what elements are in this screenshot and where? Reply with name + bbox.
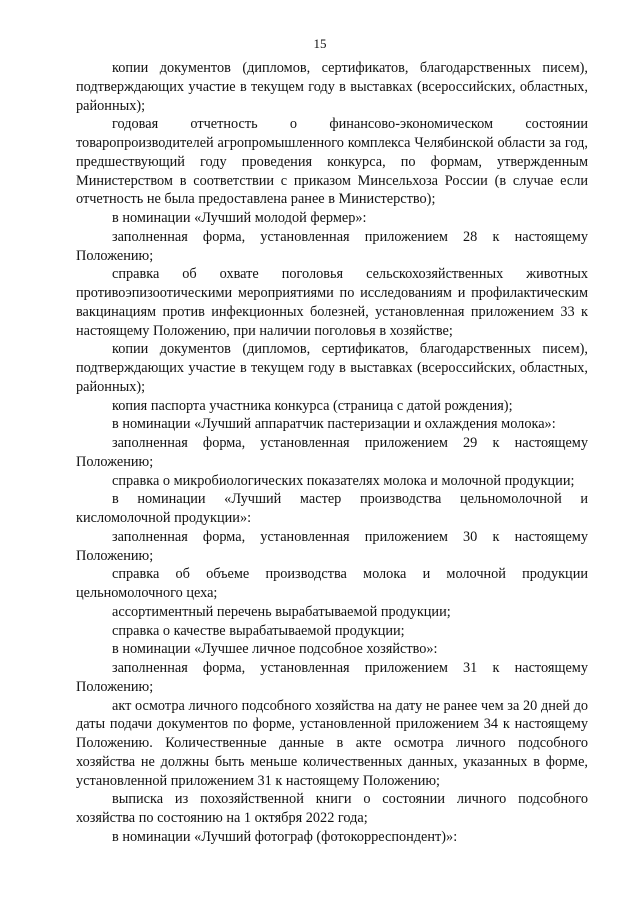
paragraph: акт осмотра личного подсобного хозяйства на дату не ранее чем за 20 дней до даты подачи документов по форме, установленной приложением 34 к настоящему Положению. Количественные данные в акте осмотра личного подсобного хозяйства не должны быть меньше количественных данных, указанных в форме, установленной приложением 31 к настоящему Положению;	[76, 697, 588, 789]
paragraph: выписка из похозяйственной книги о состоянии личного подсобного хозяйства по состоянию на 1 октября 2022 года;	[76, 791, 588, 826]
paragraph: в номинации «Лучший мастер производства цельномолочной и кисломолочной продукции»:	[76, 491, 588, 526]
paragraph: в номинации «Лучший молодой фермер»:	[112, 210, 367, 226]
paragraph: копии документов (дипломов, сертификатов, благодарственных писем), подтверждающих участие в текущем году в выставках (всероссийских, областных, районных);	[76, 341, 588, 395]
paragraph: заполненная форма, установленная приложением 30 к настоящему Положению;	[76, 528, 588, 564]
paragraph: заполненная форма, установленная приложением 28 к настоящему Положению;	[76, 228, 588, 264]
paragraph: копии документов (дипломов, сертификатов, благодарственных писем), подтверждающих участие в текущем году в выставках (всероссийских, областных, районных);	[76, 60, 588, 114]
page-number: 15	[313, 36, 327, 51]
paragraph: годовая отчетность о финансово-экономическом состоянии товаропроизводителей агропромышленного комплекса Челябинской области за год, предшествующий году проведения конкурса, по формам, утвержденным Министерством в соответствии с приказом Минсельхоза России (в случае если отчетность не была предоставлена ранее в Министерство);	[76, 116, 588, 208]
paragraph: справка о качестве вырабатываемой продукции;	[112, 622, 405, 639]
paragraph: заполненная форма, установленная приложением 29 к настоящему Положению;	[76, 435, 588, 470]
document-body	[76, 59, 588, 847]
paragraph: справка об охвате поголовья сельскохозяйственных животных противоэпизоотическими мероприятиями по исследованиям и профилактическим вакцинациям против инфекционных болезней, установленная приложением 33 к настоящему Положению, при наличии поголовья в хозяйстве;	[76, 266, 588, 339]
paragraph: в номинации «Лучшее личное подсобное хозяйство»:	[112, 641, 438, 658]
paragraph: ассортиментный перечень вырабатываемой продукции;	[112, 603, 451, 620]
paragraph: копия паспорта участника конкурса (страница с датой рождения);	[112, 397, 513, 414]
paragraph: в номинации «Лучший фотограф (фотокорреспондент)»:	[112, 828, 458, 845]
paragraph: заполненная форма, установленная приложением 31 к настоящему Положению;	[76, 660, 588, 695]
paragraph: справка об объеме производства молока и молочной продукции цельномолочного цеха;	[76, 566, 588, 601]
paragraph: справка о микробиологических показателях молока и молочной продукции;	[112, 472, 575, 489]
paragraph: в номинации «Лучший аппаратчик пастеризации и охлаждения молока»:	[112, 416, 556, 433]
